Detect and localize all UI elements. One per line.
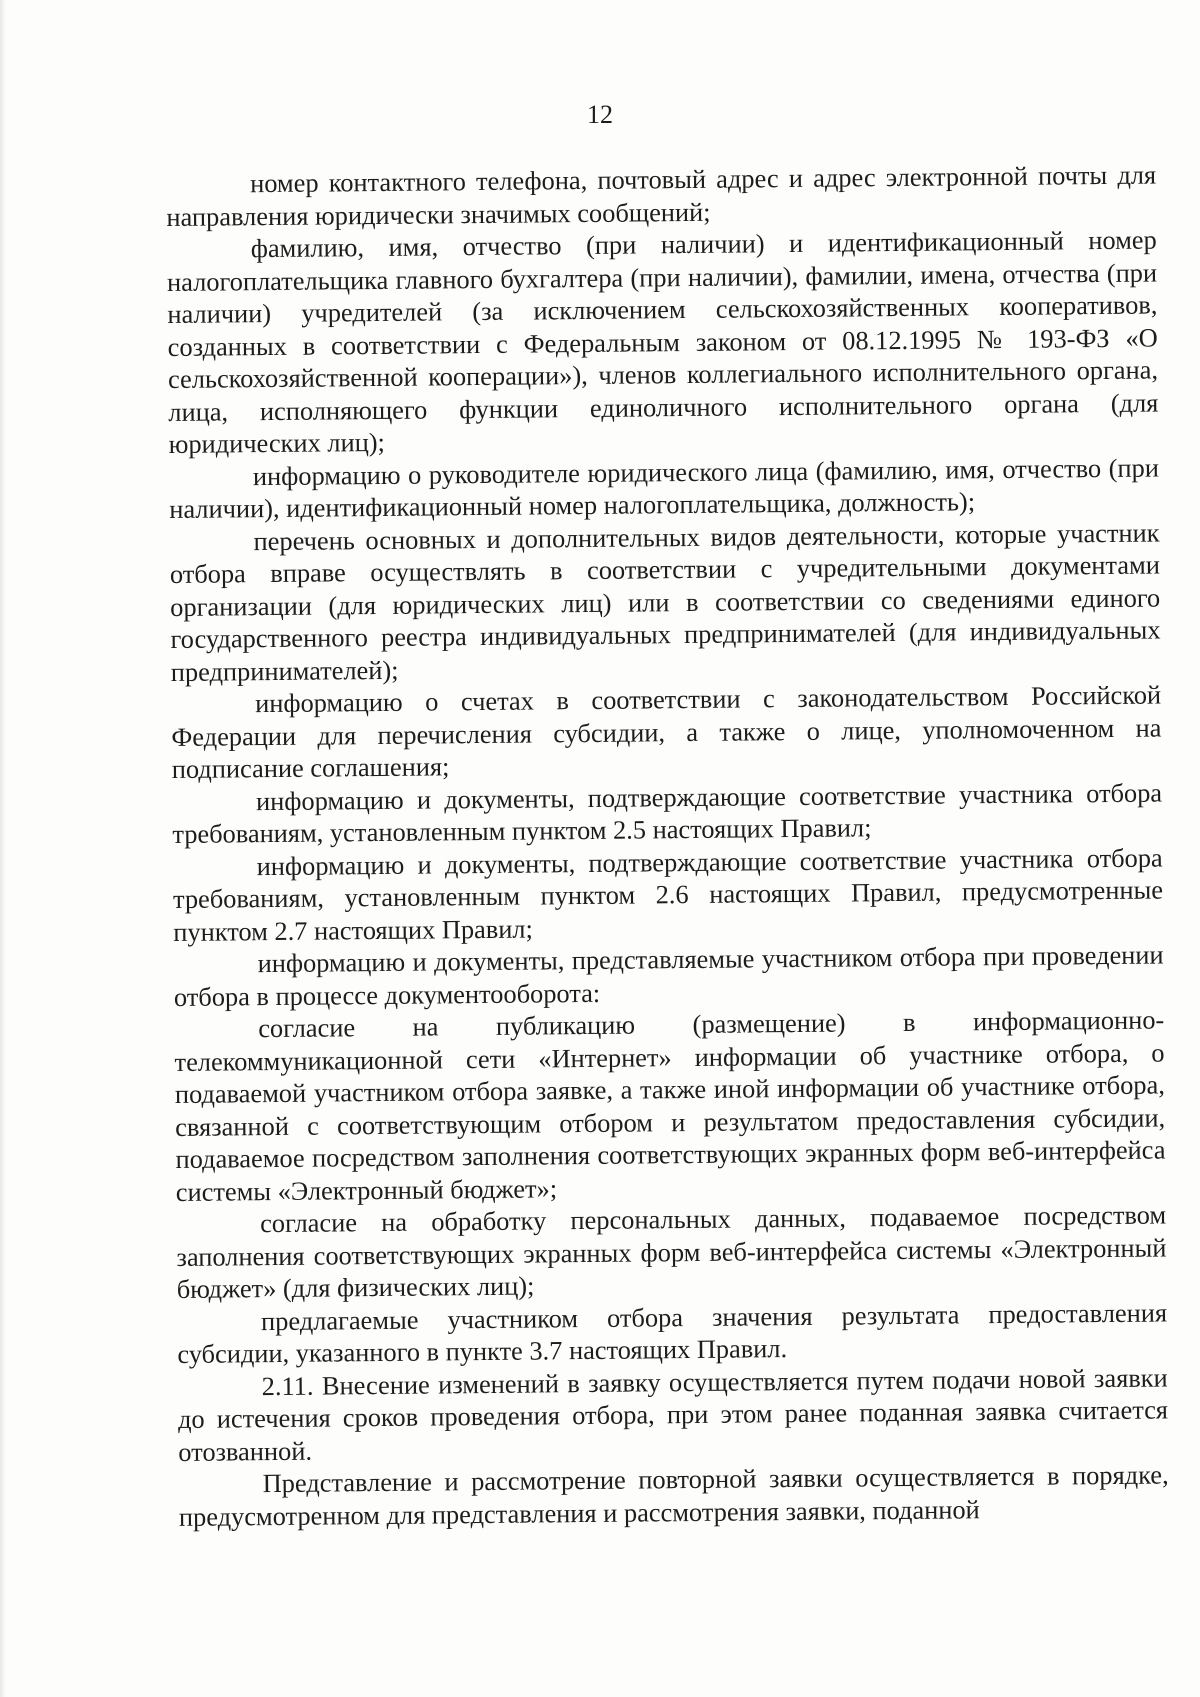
paragraph-section-2-11: 2.11. Внесение изменений в заявку осуществляется путем подачи новой заявки до истечения сроков проведения отбора, при этом ранее поданная заявка считается отозванной. <box>177 1361 1169 1467</box>
paragraph-contact-info: номер контактного телефона, почтовый адрес и адрес электронной почты для направления юридически значимых сообщений; <box>166 159 1157 232</box>
document-body <box>166 158 1169 1532</box>
paragraph-requirements-2-6: информацию и документы, подтверждающие соответствие участника отбора требованиям, установленным пунктом 2.6 настоящих Правил, предусмотренные пунктом 2.7 настоящих Правил; <box>172 841 1164 947</box>
paragraph-activities-list: перечень основных и дополнительных видов деятельности, которые участник отбора вправе осуществлять в соответствии с учредительными документами организации (для юридических лиц) или в соответствии со сведениями единого государственного реестра индивидуальных предпринимателей (для индивидуальных предпринимателей); <box>169 516 1161 687</box>
paragraph-bank-accounts: информацию о счетах в соответствии с законодательством Российской Федерации для перечисления субсидии, а также о лице, уполномоченном на подписание соглашения; <box>171 679 1162 784</box>
paragraph-head-of-entity: информацию о руководителе юридического лица (фамилию, имя, отчество (при наличии), идентификационный номер налогоплательщика, должность); <box>169 451 1160 524</box>
paragraph-repeat-application: Представление и рассмотрение повторной заявки осуществляется в порядке, предусмотренном для представления и рассмотрения заявки, поданной <box>178 1459 1169 1532</box>
paragraph-document-flow: информацию и документы, представляемые участником отбора при проведении отбора в процессе документооборота: <box>173 939 1164 1012</box>
paragraph-publication-consent: согласие на публикацию (размещение) в информационно-телекоммуникационной сети «Интернет» информации об участнике отбора, о подаваемой участником отбора заявке, а также иной информации об участнике отбора, связанной с соответствующим отбором и результатом предоставления субсидии, подаваемое посредством заполнения соответствующих экранных форм веб-интерфейса системы «Электронный бюджет»; <box>174 1004 1166 1207</box>
paragraph-requirements-2-5: информацию и документы, подтверждающие соответствие участника отбора требованиям, установленным пунктом 2.5 настоящих Правил; <box>172 776 1163 849</box>
paragraph-chief-accountant: фамилию, имя, отчество (при наличии) и идентификационный номер налогоплательщика главного бухгалтера (при наличии), фамилии, имена, отчества (при наличии) учредителей (за исключением сельскохозяйственных кооперативов, созданных в соответствии с Федеральным законом от 08.12.1995 № 193-ФЗ «О сельскохозяйственной кооперации»), членов коллегиального исполнительного органа, лица, исполняющего функции единоличного исполнительного органа (для юридических лиц); <box>166 224 1159 459</box>
paragraph-personal-data-consent: согласие на обработку персональных данных, подаваемое посредством заполнения соответствующих экранных форм веб-интерфейса системы «Электронный бюджет» (для физических лиц); <box>176 1199 1167 1304</box>
scan-edge-shadow <box>0 0 6 1697</box>
page-number: 12 <box>587 100 613 129</box>
paragraph-proposed-result: предлагаемые участником отбора значения результата предоставления субсидии, указанного в пункте 3.7 настоящих Правил. <box>177 1296 1168 1369</box>
